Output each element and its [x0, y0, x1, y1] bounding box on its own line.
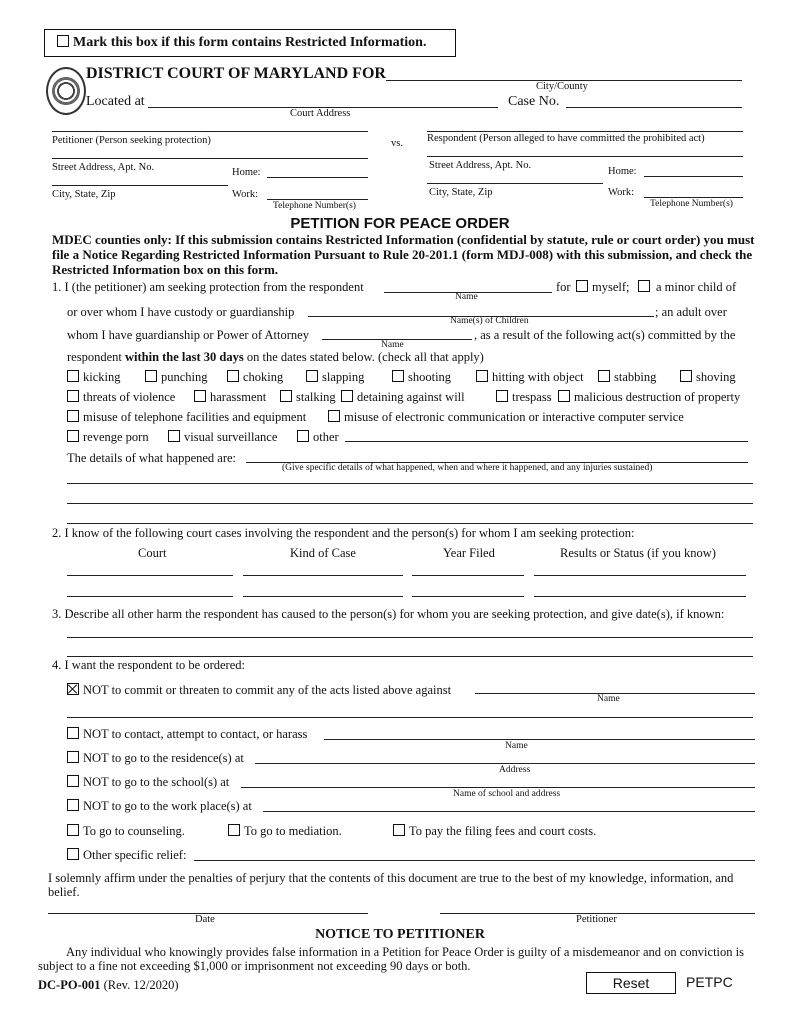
petitioner-telephone-label: Telephone Number(s)	[273, 201, 356, 211]
order-filing-fees[interactable]: To pay the filing fees and court costs.	[393, 824, 596, 839]
school-field[interactable]	[241, 787, 755, 788]
act-checkbox[interactable]	[168, 430, 180, 442]
order-other-relief[interactable]: Other specific relief:	[67, 848, 186, 863]
reset-button[interactable]: Reset	[586, 972, 676, 994]
act-revenge-porn[interactable]: revenge porn	[67, 430, 149, 445]
respondent-telephone-label: Telephone Number(s)	[650, 199, 733, 209]
mdec-notice: MDEC counties only: If this submission contains Restricted Information (confidential by statute, rule or court order) you must file a Notice Regarding Restricted Information Pursuant to Rule 20-201.1 (form MDJ-008) with this submission, and check the Restricted Information box on this form.	[52, 232, 755, 277]
respondent-home-phone-field[interactable]	[644, 176, 743, 177]
act-checkbox[interactable]	[145, 370, 157, 382]
myself-checkbox[interactable]	[576, 280, 588, 292]
act-detaining[interactable]: detaining against will	[341, 390, 465, 405]
not-commit-name-field-2[interactable]	[67, 717, 753, 718]
form-code: PETPC	[686, 974, 733, 990]
case-no-field[interactable]	[566, 107, 742, 108]
court-address-label: Court Address	[290, 108, 351, 119]
not-contact-name-label: Name	[505, 741, 528, 751]
case-year-field-1[interactable]	[412, 575, 524, 576]
filing-fees-checkbox[interactable]	[393, 824, 405, 836]
act-shooting[interactable]: shooting	[392, 370, 451, 385]
col-results-status: Results or Status (if you know)	[560, 546, 716, 560]
act-trespass[interactable]: trespass	[496, 390, 552, 405]
petitioner-street-label: Street Address, Apt. No.	[52, 162, 155, 173]
petitioner-label: Petitioner (Person seeking protection)	[52, 135, 211, 146]
act-checkbox[interactable]	[194, 390, 206, 402]
act-checkbox[interactable]	[297, 430, 309, 442]
petitioner-work-phone-field[interactable]	[267, 199, 368, 200]
act-checkbox[interactable]	[227, 370, 239, 382]
order-not-work[interactable]: NOT to go to the work place(s) at	[67, 799, 252, 814]
respondent-work-phone-field[interactable]	[644, 197, 743, 198]
act-checkbox[interactable]	[328, 410, 340, 422]
harm-field-1[interactable]	[67, 637, 753, 638]
respondent-label: Respondent (Person alleged to have committed the prohibited act)	[427, 133, 705, 144]
act-misuse-telephone[interactable]: misuse of telephone facilities and equipment	[67, 410, 306, 425]
act-checkbox[interactable]	[392, 370, 404, 382]
court-title: DISTRICT COURT OF MARYLAND FOR	[86, 65, 386, 82]
case-no-label: Case No.	[508, 94, 560, 109]
act-checkbox[interactable]	[67, 390, 79, 402]
col-kind-of-case: Kind of Case	[290, 546, 356, 560]
act-checkbox[interactable]	[341, 390, 353, 402]
act-checkbox[interactable]	[67, 410, 79, 422]
order-mediation[interactable]: To go to mediation.	[228, 824, 342, 839]
act-checkbox[interactable]	[67, 370, 79, 382]
act-choking[interactable]: choking	[227, 370, 283, 385]
children-names-label: Name(s) of Children	[450, 316, 529, 326]
act-malicious-destruction[interactable]: malicious destruction of property	[558, 390, 740, 405]
not-contact-name-field[interactable]	[324, 739, 755, 740]
page-title: PETITION FOR PEACE ORDER	[290, 215, 510, 232]
petitioner-home-phone-field[interactable]	[267, 177, 368, 178]
act-misuse-electronic[interactable]: misuse of electronic communication or interactive computer service	[328, 410, 684, 425]
case-kind-field-1[interactable]	[243, 575, 403, 576]
col-court: Court	[138, 546, 167, 560]
vs-label: vs.	[391, 138, 403, 149]
order-not-residence[interactable]: NOT to go to the residence(s) at	[67, 751, 244, 766]
petitioner-work-label: Work:	[232, 189, 258, 200]
s1-line3-text: whom I have guardianship or Power of Attorney	[67, 328, 309, 342]
act-checkbox[interactable]	[496, 390, 508, 402]
col-year-filed: Year Filed	[443, 546, 495, 560]
details-field-3[interactable]	[67, 503, 753, 504]
respondent-city-label: City, State, Zip	[429, 187, 493, 198]
act-checkbox[interactable]	[67, 430, 79, 442]
residence-address-label: Address	[499, 765, 531, 775]
not-commit-checkbox[interactable]	[67, 683, 79, 695]
petitioner-signature-label: Petitioner	[576, 914, 617, 925]
respondent-street-field[interactable]	[427, 156, 743, 157]
not-residence-checkbox[interactable]	[67, 751, 79, 763]
details-label: The details of what happened are:	[67, 451, 237, 465]
act-shoving[interactable]: shoving	[680, 370, 736, 385]
respondent-city-field[interactable]	[427, 183, 603, 184]
act-slapping[interactable]: slapping	[306, 370, 364, 385]
case-year-field-2[interactable]	[412, 596, 524, 597]
act-visual-surveillance[interactable]: visual surveillance	[168, 430, 277, 445]
mediation-checkbox[interactable]	[228, 824, 240, 836]
petitioner-home-label: Home:	[232, 167, 261, 178]
act-checkbox[interactable]	[476, 370, 488, 382]
act-stalking[interactable]: stalking	[280, 390, 336, 405]
case-court-field-2[interactable]	[67, 596, 233, 597]
act-checkbox[interactable]	[680, 370, 692, 382]
school-hint: Name of school and address	[453, 789, 561, 799]
adult-over-label: ; an adult over	[655, 305, 727, 319]
act-harassment[interactable]: harassment	[194, 390, 266, 405]
s1-line4: respondent within the last 30 days on the dates stated below. (check all that apply)	[67, 350, 484, 364]
counseling-checkbox[interactable]	[67, 824, 79, 836]
act-kicking[interactable]: kicking	[67, 370, 121, 385]
respondent-name-field[interactable]	[427, 131, 743, 132]
s1-line3-suffix: , as a result of the following act(s) committed by the	[474, 328, 736, 342]
s1-line2-text: or over whom I have custody or guardianship	[67, 305, 295, 319]
petitioner-street-field[interactable]	[52, 158, 368, 159]
case-status-field-2[interactable]	[534, 596, 746, 597]
act-checkbox[interactable]	[306, 370, 318, 382]
order-not-commit[interactable]: NOT to commit or threaten to commit any of the acts listed above against	[67, 683, 451, 698]
maryland-seal-icon	[46, 67, 86, 115]
s1-name-label: Name	[455, 292, 478, 302]
minor-child-option[interactable]: a minor child of	[638, 280, 736, 295]
s4-text: 4. I want the respondent to be ordered:	[52, 658, 245, 672]
details-hint: (Give specific details of what happened, when and where it happened, and any injuries sustained)	[282, 463, 653, 473]
not-contact-checkbox[interactable]	[67, 727, 79, 739]
details-field-4[interactable]	[67, 523, 753, 524]
residence-address-field[interactable]	[255, 763, 755, 764]
myself-option[interactable]: myself;	[576, 280, 630, 295]
order-not-school[interactable]: NOT to go to the school(s) at	[67, 775, 229, 790]
act-checkbox[interactable]	[598, 370, 610, 382]
order-not-contact[interactable]: NOT to contact, attempt to contact, or harass	[67, 727, 307, 742]
other-relief-field[interactable]	[194, 860, 755, 861]
act-threats[interactable]: threats of violence	[67, 390, 175, 405]
not-commit-name-label: Name	[597, 694, 620, 704]
harm-field-2[interactable]	[67, 656, 753, 657]
restricted-info-checkbox[interactable]	[57, 35, 69, 47]
adult-name-label: Name	[381, 340, 404, 350]
located-at-label: Located at	[86, 94, 145, 109]
act-punching[interactable]: punching	[145, 370, 208, 385]
case-status-field-1[interactable]	[534, 575, 746, 576]
not-work-checkbox[interactable]	[67, 799, 79, 811]
form-id-row: DC-PO-001 (Rev. 12/2020)	[38, 978, 179, 992]
affirmation-text: I solemnly affirm under the penalties of perjury that the contents of this document are true to the best of my knowledge, information, and belief.	[48, 871, 734, 899]
act-checkbox[interactable]	[558, 390, 570, 402]
other-relief-checkbox[interactable]	[67, 848, 79, 860]
details-field-2[interactable]	[67, 483, 753, 484]
s1-line1-text: 1. I (the petitioner) am seeking protection from the respondent	[52, 280, 364, 294]
act-other[interactable]: other	[297, 430, 339, 445]
s3-text: 3. Describe all other harm the respondent has caused to the person(s) for whom you are seeking protection, and give date(s), if known:	[52, 607, 725, 621]
case-kind-field-2[interactable]	[243, 596, 403, 597]
city-county-label: City/County	[536, 81, 588, 92]
not-school-checkbox[interactable]	[67, 775, 79, 787]
date-label: Date	[195, 914, 215, 925]
restricted-info-row[interactable]: Mark this box if this form contains Restricted Information.	[57, 35, 426, 51]
case-court-field-1[interactable]	[67, 575, 233, 576]
respondent-work-label: Work:	[608, 187, 634, 198]
act-checkbox[interactable]	[280, 390, 292, 402]
act-other-field[interactable]	[345, 441, 748, 442]
notice-text: Any individual who knowingly provides false information in a Petition for Peace Order is guilty of a misdemeanor and on conviction is subject to a fine not exceeding $1,000 or imprisonment not exceeding 90 days or both.	[38, 945, 744, 973]
respondent-home-label: Home:	[608, 166, 637, 177]
petitioner-name-field[interactable]	[52, 131, 368, 132]
act-hitting-with-object[interactable]: hitting with object	[476, 370, 584, 385]
petitioner-city-field[interactable]	[52, 185, 228, 186]
notice-title: NOTICE TO PETITIONER	[315, 927, 485, 942]
s2-text: 2. I know of the following court cases involving the respondent and the person(s) for whom I am seeking protection:	[52, 526, 635, 540]
petitioner-city-label: City, State, Zip	[52, 189, 116, 200]
s1-for-label: for	[556, 280, 571, 294]
minor-child-checkbox[interactable]	[638, 280, 650, 292]
act-stabbing[interactable]: stabbing	[598, 370, 656, 385]
work-place-field[interactable]	[263, 811, 755, 812]
order-counseling[interactable]: To go to counseling.	[67, 824, 185, 839]
respondent-street-label: Street Address, Apt. No.	[429, 160, 532, 171]
